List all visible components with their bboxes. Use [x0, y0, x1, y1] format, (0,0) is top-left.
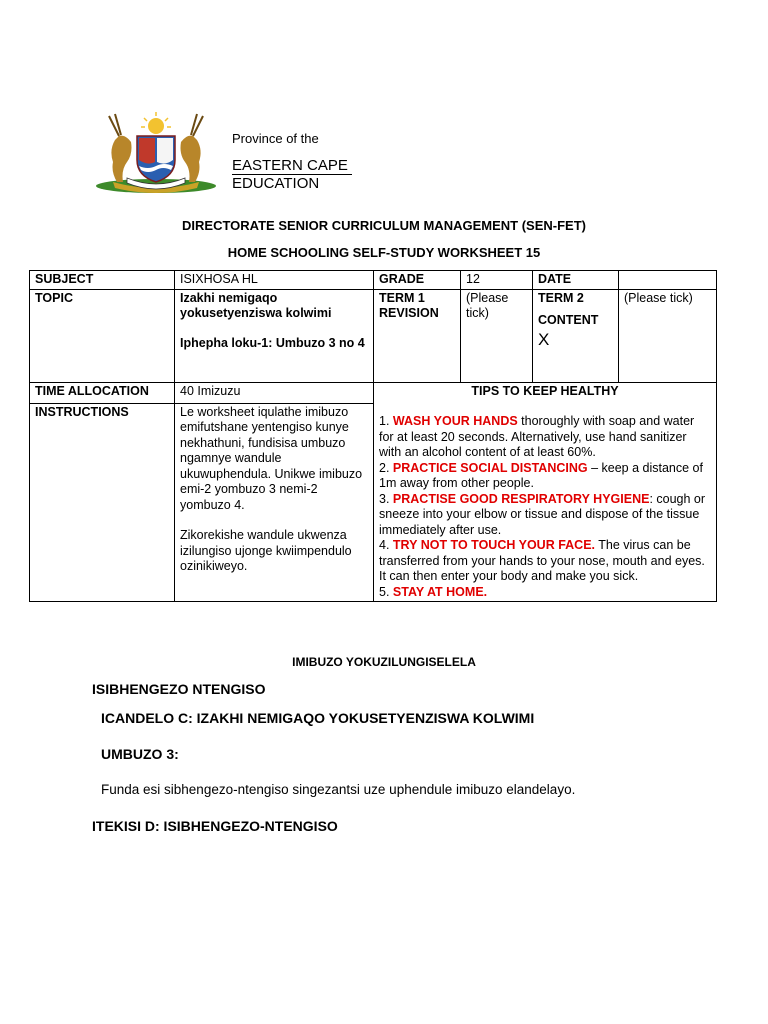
- subject-label: SUBJECT: [30, 271, 175, 290]
- tip-number: 1.: [379, 414, 393, 428]
- tip-number: 5.: [379, 584, 393, 599]
- sub-heading: ISIBHENGEZO NTENGISO: [92, 681, 266, 697]
- directorate-title: DIRECTORATE SENIOR CURRICULUM MANAGEMENT (SEN-FET): [182, 218, 586, 233]
- time-value: 40 Imizuzu: [175, 382, 374, 403]
- table-row: [30, 271, 717, 290]
- tip-item: [379, 492, 711, 539]
- subject-value: ISIXHOSA HL: [175, 271, 374, 290]
- topic-label: TOPIC: [30, 289, 175, 382]
- term2-cell: [533, 289, 619, 382]
- date-label: DATE: [533, 271, 619, 290]
- section-heading: IMIBUZO YOKUZILUNGISELELA: [292, 655, 476, 669]
- date-value: [619, 271, 717, 290]
- time-label: TIME ALLOCATION: [30, 382, 175, 403]
- term2-tick: (Please tick): [619, 289, 717, 382]
- tip-text: thoroughly with soap and water for at least 20 seconds. Alternatively, use hand sanitizer with an alcohol content of at least 60%.: [379, 414, 695, 459]
- province-of-text: Province of the: [232, 131, 319, 146]
- term2-label: TERM 2: [538, 290, 584, 305]
- question-instruction: Funda esi sibhengezo-ntengiso singezantsi uze uphendule imibuzo elandelayo.: [101, 782, 576, 797]
- table-row: [30, 289, 717, 382]
- instructions-p1: Le worksheet iqulathe imibuzo emifutshane yentengiso kunye nekhathuni, fundisisa umbuzo ngamnye wandule ukuwuphendula. Unikwe imibuzo emi-2 yombuzo 3 nemi-2 yombuzo 4.: [180, 404, 363, 512]
- tip-highlight: PRACTICE SOCIAL DISTANCING: [392, 460, 588, 475]
- tip-number: 2.: [379, 460, 393, 475]
- tip-item: [379, 414, 711, 461]
- tip-item: [379, 461, 711, 492]
- table-row: [30, 382, 717, 403]
- part-heading: ICANDELO C: IZAKHI NEMIGAQO YOKUSETYENZISWA KOLWIMI: [101, 710, 535, 726]
- term1-tick: (Please tick): [461, 289, 533, 382]
- term2-mark: X: [538, 329, 550, 349]
- grade-value: 12: [461, 271, 533, 290]
- tip-number: 3.: [379, 491, 393, 506]
- tip-item: [379, 585, 711, 601]
- tip-text: The virus can be transferred from your hands to your nose, mouth and eyes. It can then enter your body and make you sick.: [379, 538, 705, 583]
- instructions-p2: Zikorekishe wandule ukwenza izilungiso ujonge kwiimpendulo ozinikiweyo.: [180, 528, 352, 574]
- term2-content-label: CONTENT: [538, 313, 599, 327]
- coat-of-arms-logo: [93, 110, 219, 194]
- worksheet-info-table: [29, 270, 717, 602]
- tip-highlight: TRY NOT TO TOUCH YOUR FACE.: [392, 538, 596, 552]
- topic-value: [175, 289, 374, 382]
- text-heading: ITEKISI D: ISIBHENGEZO-NTENGISO: [92, 818, 338, 834]
- tips-list: [379, 414, 711, 600]
- tip-highlight: STAY AT HOME.: [392, 584, 488, 599]
- tip-text: – keep a distance of 1m away from other people.: [379, 460, 703, 490]
- worksheet-title: HOME SCHOOLING SELF-STUDY WORKSHEET 15: [227, 245, 541, 260]
- org-name-line1: EASTERN CAPE: [232, 157, 348, 174]
- tip-highlight: PRACTISE GOOD RESPIRATORY HYGIENE: [392, 491, 650, 506]
- tip-highlight: WASH YOUR HANDS: [392, 414, 518, 428]
- tip-item: [379, 538, 711, 585]
- term1-label: TERM 1 REVISION: [374, 289, 461, 382]
- question-heading: UMBUZO 3:: [101, 746, 179, 762]
- instructions-label: INSTRUCTIONS: [30, 403, 175, 601]
- grade-label: GRADE: [374, 271, 461, 290]
- tips-title: TIPS TO KEEP HEALTHY: [471, 383, 619, 398]
- topic-line1: Izakhi nemigaqo yokusetyenziswa kolwimi: [180, 290, 332, 320]
- topic-line2: Iphepha loku-1: Umbuzo 3 no 4: [180, 335, 365, 350]
- tip-number: 4.: [379, 538, 393, 552]
- org-name-line2: EDUCATION: [232, 175, 320, 192]
- instructions-cell: [175, 403, 374, 601]
- tips-cell: [374, 382, 717, 602]
- tip-text: : cough or sneeze into your elbow or tissue and dispose of the tissue immediately after use.: [379, 491, 706, 537]
